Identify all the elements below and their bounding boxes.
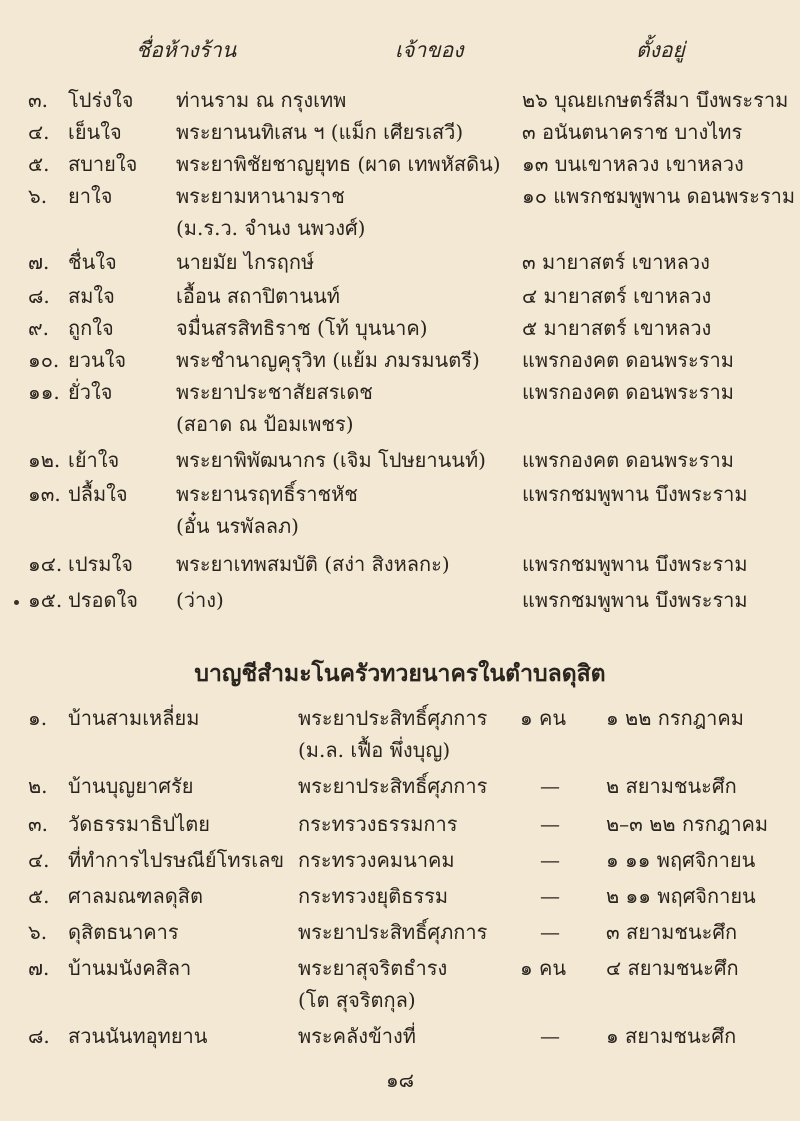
owner-name: พระยาสุจริตธำรง <box>298 956 448 980</box>
owner-name: พระชำนาญคุรุวิท (แย้ม ภมรมนตรี) <box>176 348 480 372</box>
owner-name: กระทรวงคมนาคม <box>298 848 455 872</box>
shop-name: ปรอดใจ <box>68 588 138 612</box>
row-number: ๓. <box>28 88 49 112</box>
row-number: ๑๑. <box>28 380 60 404</box>
shop-name: สบายใจ <box>68 152 138 176</box>
shop-location: แพรกชมพูพาน บึงพระราม <box>522 588 748 612</box>
bullet-mark <box>14 600 19 605</box>
row-number: ๗. <box>28 956 50 980</box>
owner-name: พระยาประสิทธิ์ศุภการ <box>298 706 488 730</box>
resident-count: — <box>540 812 560 836</box>
registration-date: ๔ สยามชนะศึก <box>606 956 739 980</box>
registration-date: ๑ สยามชนะศึก <box>606 1024 737 1048</box>
registration-date: ๓ สยามชนะศึก <box>606 920 738 944</box>
shop-location: ๑๓ บนเขาหลวง เขาหลวง <box>522 152 744 176</box>
shop-name: ชื่นใจ <box>68 250 117 274</box>
row-number: ๘. <box>28 284 50 308</box>
owner-name: พระยาประสิทธิ์ศุภการ <box>298 774 488 798</box>
place-name: ดุสิตธนาคาร <box>68 920 179 944</box>
owner-name: พระยาประชาสัยสรเดช <box>176 380 373 404</box>
shop-location: แพรกชมพูพาน บึงพระราม <box>522 482 748 506</box>
row-number: ๔. <box>28 848 50 872</box>
owner-name: เอื้อน สถาปิตานนท์ <box>176 284 340 308</box>
owner-name: พระยาพิพัฒนากร (เจิม โปษยานนท์) <box>176 448 486 472</box>
resident-count: — <box>540 848 560 872</box>
place-name: ที่ทำการไปรษณีย์โทรเลข <box>68 848 285 872</box>
owner-name-line2: (อั๋น นรพัลลภ) <box>176 514 299 538</box>
row-number: ๑. <box>28 706 48 730</box>
shop-location: ๓ มายาสตร์ เขาหลวง <box>522 250 710 274</box>
section-title: บาญชีสำมะโนครัวทวยนาครในตำบลดุสิต <box>194 660 606 687</box>
owner-name: พระยามหานามราช <box>176 184 345 208</box>
row-number: ๘. <box>28 1024 50 1048</box>
row-number: ๑๐. <box>28 348 60 372</box>
row-number: ๖. <box>28 184 48 208</box>
owner-name-line2: (ม.ล. เฟื้อ พึ่งบุญ) <box>298 738 451 762</box>
registration-date: ๒ สยามชนะศึก <box>606 774 737 798</box>
place-name: บ้านสามเหลี่ยม <box>68 706 200 730</box>
row-number: ๗. <box>28 250 50 274</box>
owner-name: กระทรวงธรรมการ <box>298 812 458 836</box>
resident-count: — <box>540 884 560 908</box>
owner-name: (ว่าง) <box>176 588 224 612</box>
place-name: บ้านบุญยาศรัย <box>68 774 194 798</box>
place-name: บ้านมนังคสิลา <box>68 956 192 980</box>
shop-name: โปร่งใจ <box>68 88 134 112</box>
owner-name: จมื่นสรสิทธิราช (โท้ บุนนาค) <box>176 316 428 340</box>
owner-name-line2: (ม.ร.ว. จำนง นพวงศ์) <box>176 216 366 240</box>
owner-name: พระยานนทิเสน ฯ (แม็ก เศียรเสวี) <box>176 120 464 144</box>
row-number: ๒. <box>28 774 48 798</box>
header-owner: เจ้าของ <box>395 38 464 62</box>
shop-name: สมใจ <box>68 284 115 308</box>
registration-date: ๒ ๑๑ พฤศจิกายน <box>606 884 756 908</box>
owner-name: พระยาเทพสมบัติ (สง่า สิงหลกะ) <box>176 552 450 576</box>
owner-name: ท่านราม ณ กรุงเทพ <box>176 88 347 112</box>
shop-name: เย็นใจ <box>68 120 122 144</box>
shop-location: ๑๐ แพรกชมพูพาน ดอนพระราม <box>522 184 796 208</box>
row-number: ๕. <box>28 152 50 176</box>
row-number: ๕. <box>28 884 50 908</box>
owner-name-line2: (โต สุจริตกุล) <box>298 988 416 1012</box>
row-number: ๑๒. <box>28 448 61 472</box>
shop-location: แพรกชมพูพาน บึงพระราม <box>522 552 748 576</box>
resident-count: ๑ คน <box>520 706 567 730</box>
row-number: ๑๕. <box>28 588 63 612</box>
shop-name: เย้าใจ <box>68 448 120 472</box>
resident-count: — <box>540 774 560 798</box>
row-number: ๙. <box>28 316 50 340</box>
shop-name: เปรมใจ <box>68 552 133 576</box>
shop-name: ยาใจ <box>68 184 113 208</box>
header-location: ตั้งอยู่ <box>636 38 685 62</box>
page-number: ๑๘ <box>385 1068 415 1092</box>
shop-location: ๕ มายาสตร์ เขาหลวง <box>522 316 712 340</box>
resident-count: ๑ คน <box>520 956 567 980</box>
registration-date: ๑ ๑๑ พฤศจิกายน <box>606 848 756 872</box>
owner-name: พระยาพิชัยชาญยุทธ (ผาด เทพหัสดิน) <box>176 152 501 176</box>
place-name: วัดธรรมาธิปไตย <box>68 812 210 836</box>
place-name: สวนนันทอุทยาน <box>68 1024 208 1048</box>
shop-location: ๒๖ บุณยเกษตร์สีมา บึงพระราม <box>522 88 789 112</box>
owner-name: นายมัย ไกรฤกษ์ <box>176 250 315 274</box>
registration-date: ๑ ๒๒ กรกฎาคม <box>606 706 744 730</box>
header-shop: ชื่อห้างร้าน <box>136 38 237 62</box>
resident-count: — <box>540 920 560 944</box>
shop-location: แพรกองคต ดอนพระราม <box>522 448 734 472</box>
shop-name: ถูกใจ <box>68 316 114 340</box>
row-number: ๖. <box>28 920 48 944</box>
owner-name: พระยาประสิทธิ์ศุภการ <box>298 920 488 944</box>
owner-name-line2: (สอาด ณ ป้อมเพชร) <box>176 412 354 436</box>
owner-name: กระทรวงยุติธรรม <box>298 884 449 908</box>
row-number: ๓. <box>28 812 49 836</box>
row-number: ๔. <box>28 120 50 144</box>
shop-location: แพรกองคต ดอนพระราม <box>522 348 734 372</box>
row-number: ๑๓. <box>28 482 61 506</box>
shop-location: ๔ มายาสตร์ เขาหลวง <box>522 284 712 308</box>
owner-name: พระยานรฤทธิ์ราชหัช <box>176 482 358 506</box>
shop-name: ยั่วใจ <box>68 380 113 404</box>
place-name: ศาลมณฑลดุสิต <box>68 884 203 908</box>
registration-date: ๒–๓ ๒๒ กรกฎาคม <box>606 812 769 836</box>
shop-name: ยวนใจ <box>68 348 127 372</box>
row-number: ๑๔. <box>28 552 63 576</box>
shop-name: ปลื้มใจ <box>68 482 128 506</box>
shop-location: แพรกองคต ดอนพระราม <box>522 380 734 404</box>
resident-count: — <box>540 1024 560 1048</box>
owner-name: พระคลังข้างที่ <box>298 1024 416 1048</box>
shop-location: ๓ อนันตนาคราช บางไทร <box>522 120 743 144</box>
